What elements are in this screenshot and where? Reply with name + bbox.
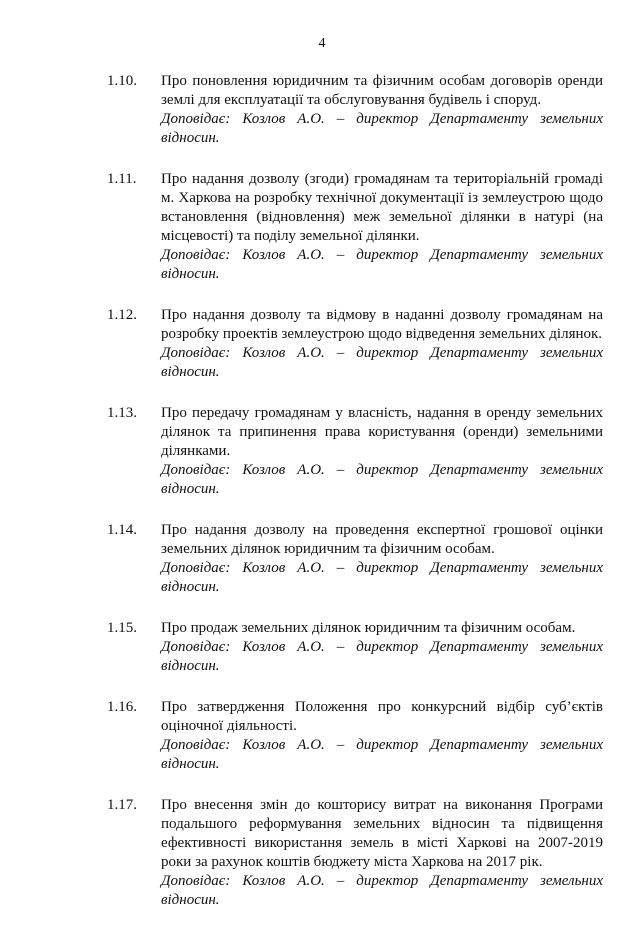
item-body bbox=[161, 698, 603, 774]
reporter-tail: відносин. bbox=[161, 658, 220, 674]
item-reporter bbox=[161, 736, 603, 774]
item-reporter bbox=[161, 461, 603, 499]
item-number: 1.16. bbox=[107, 699, 137, 715]
item-title: Про продаж земельних ділянок юридичним та фізичним особам. bbox=[161, 620, 576, 636]
reporter-lead: Доповідає: Козлов А.О. – директор Департаменту земельних bbox=[161, 639, 603, 655]
item-title: Про внесення змін до кошторису витрат на виконання Програми подальшого реформування земельних відносин та підвищення ефективності використання земель в місті Харкові на 2007-2019 роки за рахунок коштів бюджету міста Харкова на 2017 рік. bbox=[161, 797, 603, 870]
item-body bbox=[161, 72, 603, 148]
item-reporter bbox=[161, 110, 603, 148]
agenda-list bbox=[0, 72, 644, 932]
reporter-lead: Доповідає: Козлов А.О. – директор Департаменту земельних bbox=[161, 345, 603, 361]
item-number: 1.11. bbox=[107, 171, 137, 187]
item-reporter bbox=[161, 559, 603, 597]
item-number: 1.13. bbox=[107, 405, 137, 421]
agenda-item bbox=[0, 796, 644, 910]
item-title: Про передачу громадянам у власність, надання в оренду земельних ділянок та припинення права користування (оренди) земельними ділянками. bbox=[161, 405, 603, 459]
reporter-lead: Доповідає: Козлов А.О. – директор Департаменту земельних bbox=[161, 873, 603, 889]
item-body bbox=[161, 170, 603, 284]
item-title: Про поновлення юридичним та фізичним особам договорів оренди землі для експлуатації та обслуговування будівель і споруд. bbox=[161, 73, 603, 108]
reporter-tail: відносин. bbox=[161, 892, 220, 908]
agenda-item bbox=[0, 698, 644, 774]
item-title: Про затвердження Положення про конкурсний відбір суб’єктів оціночної діяльності. bbox=[161, 699, 603, 734]
item-body bbox=[161, 306, 603, 382]
agenda-item bbox=[0, 306, 644, 382]
item-number: 1.15. bbox=[107, 620, 137, 636]
agenda-item bbox=[0, 619, 644, 676]
item-reporter bbox=[161, 638, 603, 676]
reporter-lead: Доповідає: Козлов А.О. – директор Департаменту земельних bbox=[161, 111, 603, 127]
item-number: 1.10. bbox=[107, 73, 137, 89]
reporter-lead: Доповідає: Козлов А.О. – директор Департаменту земельних bbox=[161, 247, 603, 263]
agenda-item bbox=[0, 404, 644, 499]
reporter-tail: відносин. bbox=[161, 579, 220, 595]
item-reporter bbox=[161, 344, 603, 382]
reporter-tail: відносин. bbox=[161, 130, 220, 146]
agenda-item bbox=[0, 72, 644, 148]
reporter-tail: відносин. bbox=[161, 756, 220, 772]
agenda-item bbox=[0, 521, 644, 597]
item-title: Про надання дозволу та відмову в наданні дозволу громадянам на розробку проектів землеустрою щодо відведення земельних ділянок. bbox=[161, 307, 603, 342]
item-title: Про надання дозволу на проведення експертної грошової оцінки земельних ділянок юридичним та фізичним особам. bbox=[161, 522, 603, 557]
reporter-lead: Доповідає: Козлов А.О. – директор Департаменту земельних bbox=[161, 737, 603, 753]
item-body bbox=[161, 619, 603, 676]
reporter-lead: Доповідає: Козлов А.О. – директор Департаменту земельних bbox=[161, 560, 603, 576]
reporter-tail: відносин. bbox=[161, 266, 220, 282]
page-number: 4 bbox=[318, 36, 326, 51]
item-number: 1.14. bbox=[107, 522, 137, 538]
item-title: Про надання дозволу (згоди) громадянам та територіальній громаді м. Харкова на розробку технічної документації із землеустрою щодо встановлення (відновлення) меж земельної ділянки в натурі (на місцевості) та поділу земельної ділянки. bbox=[161, 171, 603, 244]
reporter-tail: відносин. bbox=[161, 481, 220, 497]
agenda-item bbox=[0, 170, 644, 284]
item-body bbox=[161, 521, 603, 597]
item-reporter bbox=[161, 872, 603, 910]
reporter-tail: відносин. bbox=[161, 364, 220, 380]
item-number: 1.12. bbox=[107, 307, 137, 323]
item-number: 1.17. bbox=[107, 797, 137, 813]
reporter-lead: Доповідає: Козлов А.О. – директор Департаменту земельних bbox=[161, 462, 603, 478]
item-body bbox=[161, 796, 603, 910]
item-reporter bbox=[161, 246, 603, 284]
item-body bbox=[161, 404, 603, 499]
